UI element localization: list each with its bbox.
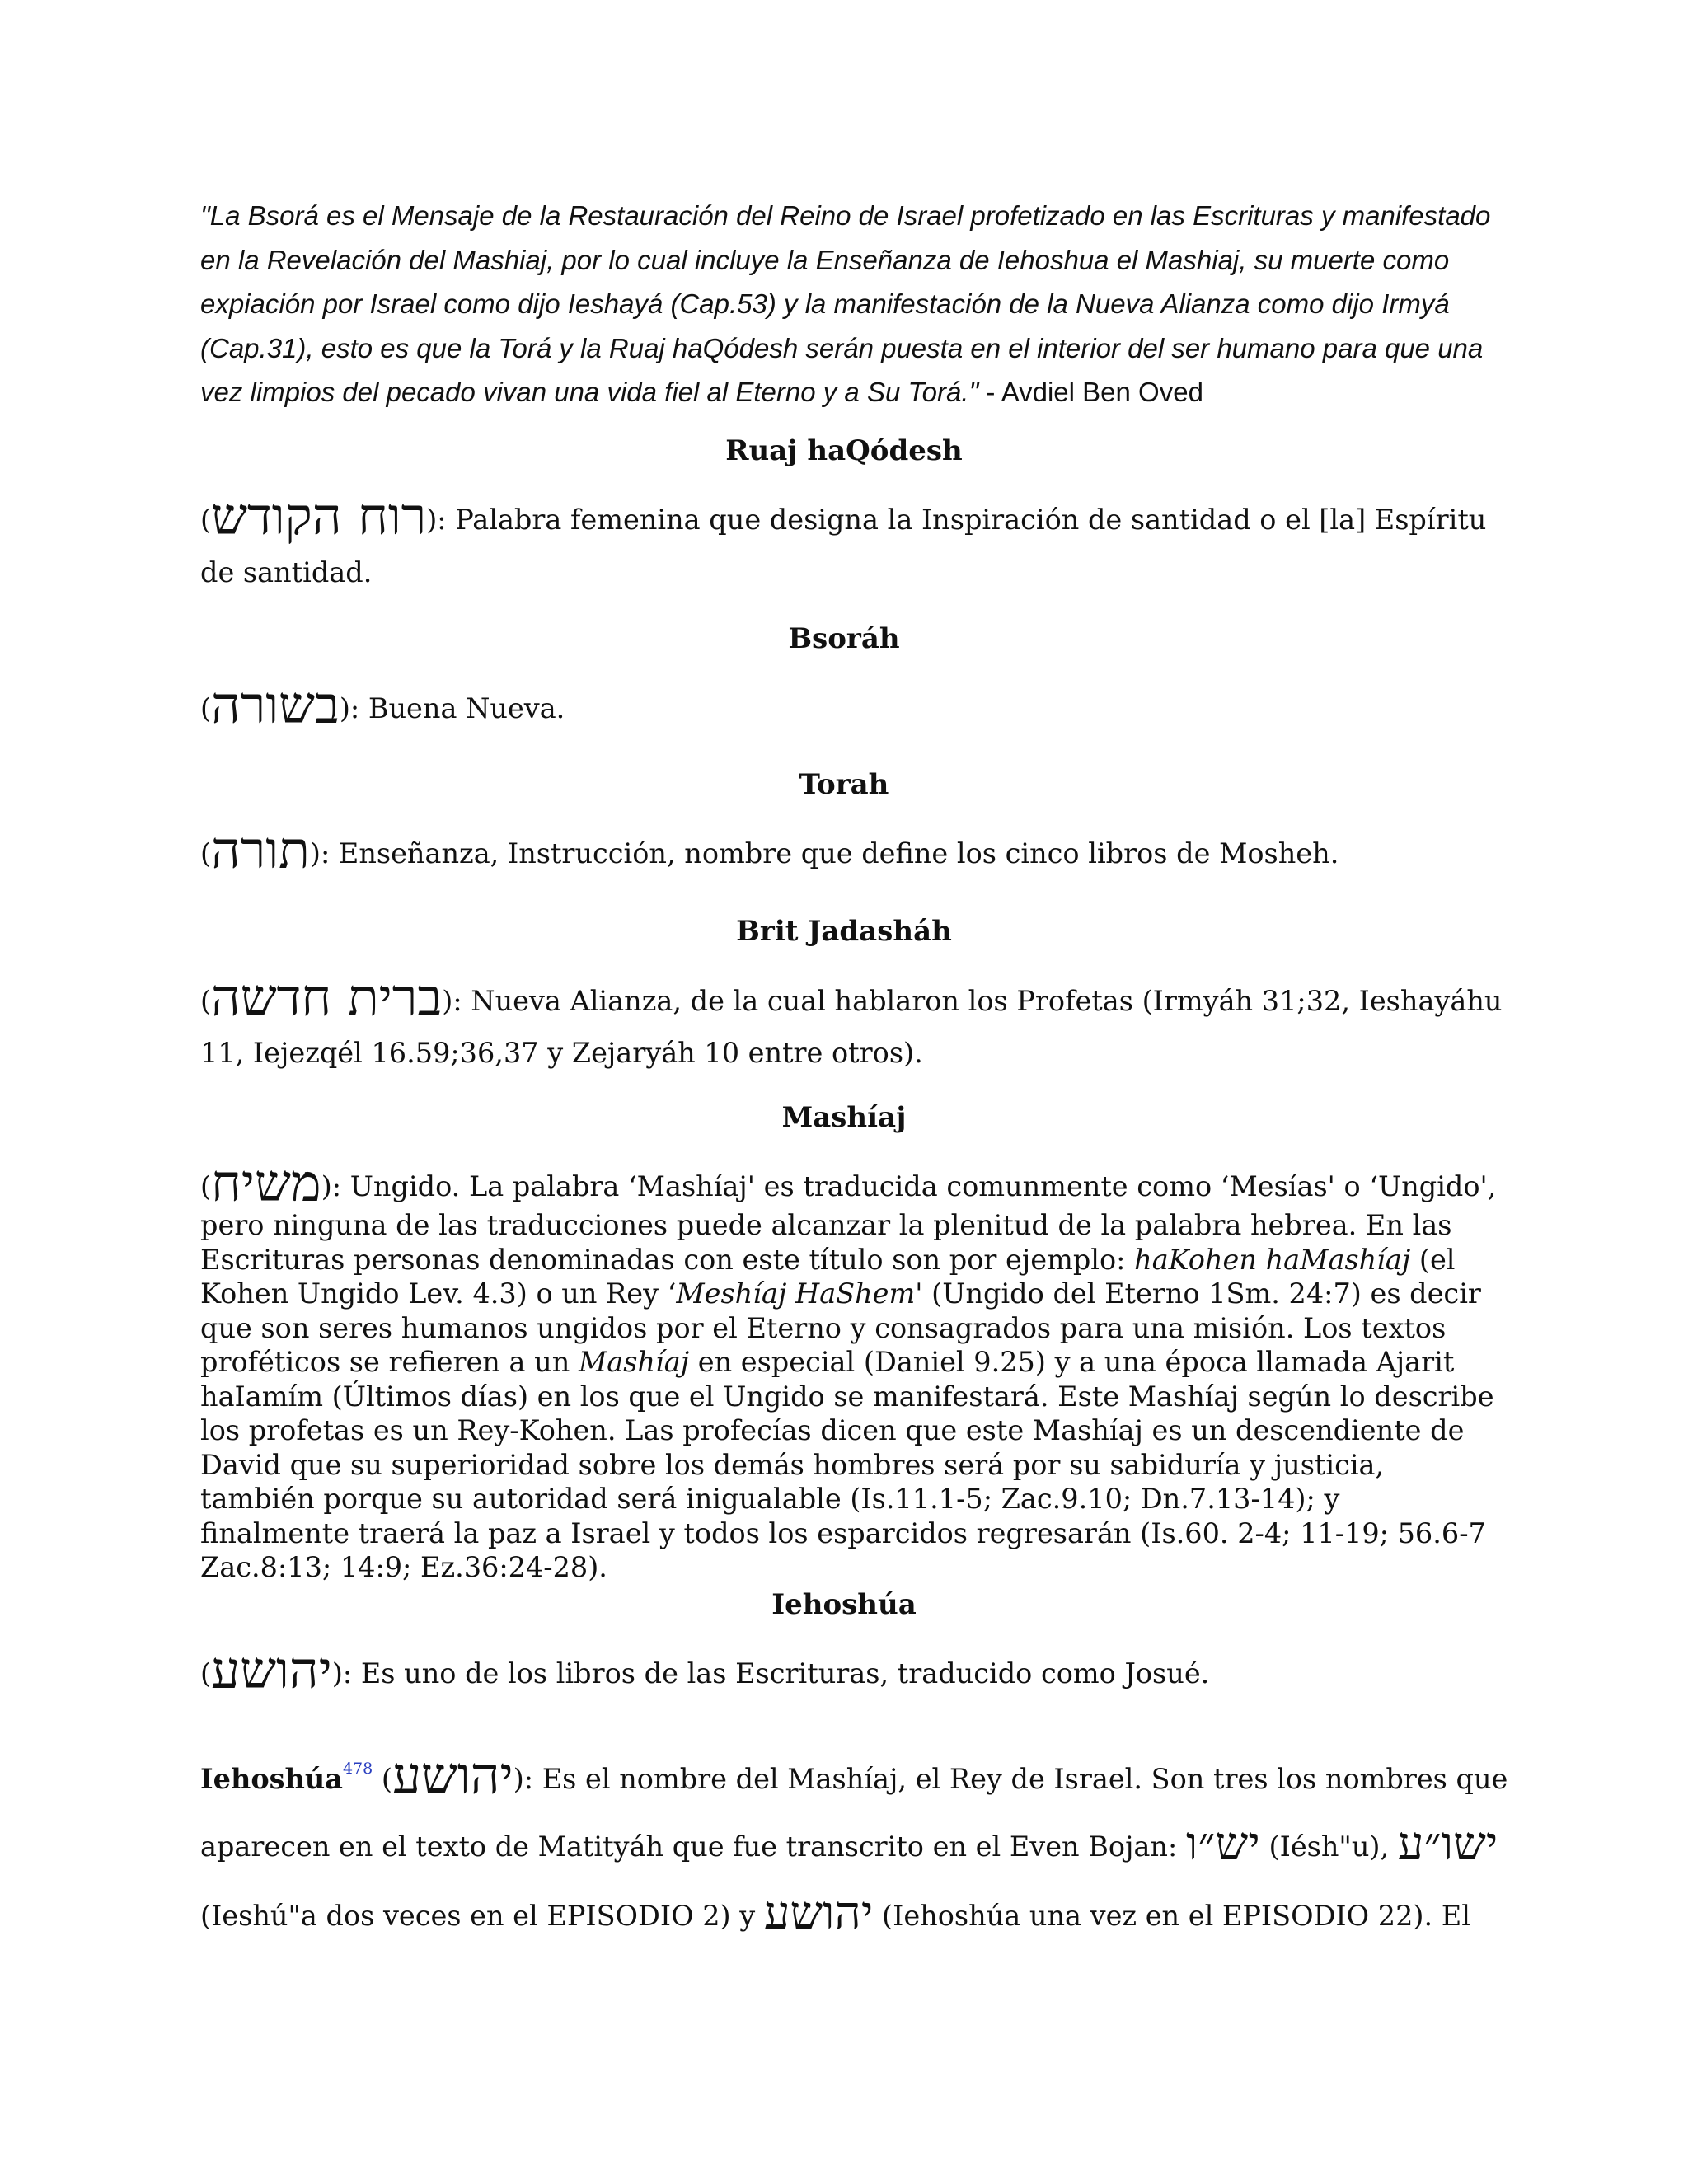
hebrew-yeshu: יש״ו (1185, 1817, 1260, 1871)
final-entry-line1: Iehoshúa$^{478}$ (יהושע): Es el nombre del Mashíaj, el Rey de Israel. Son tres los nombres que (200, 1746, 1508, 1806)
mashiaj-paragraph: pero ninguna de las traducciones puede alcanzar la plenitud de la palabra hebrea. En las Escrituras personas denominadas con este título son por ejemplo: haKohen haMashíaj (el Kohen Ungido Lev. 4.3) o un Rey ‘Meshíaj HaShem' (Ungido del Eterno 1Sm. 24:7) es decir que son seres humanos ungidos por el Eterno y consagrados para una misión. Los textos proféticos se refieren a un Mashíaj en especial (Daniel 9.25) y a una época llamada Ajarit haIamím (Últimos días) en los que el Ungido se manifestará. Este Mashíaj según lo describe los profetas es un Rey-Kohen. Las profecías dicen que este Mashíaj es un descendiente de David que su superioridad sobre los demás hombres será por su sabiduría y justicia, también porque su autoridad será inigualable (Is.11.1-5; Zac.9.10; Dn.7.13-14); y finalmente traerá la paz a Israel y todos los esparcidos regresarán (Is.60. 2-4; 11-19; 56.6-7 Zac.8:13; 14:9; Ez.36:24-28). (200, 1209, 1494, 1583)
entry-torah-line1: (תורה): Enseñanza, Instrucción, nombre que define los cinco libros de Mosheh. (200, 820, 1339, 880)
term-heading-iehoshua: Iehoshúa (771, 1588, 917, 1621)
footnote-ref[interactable]: 478 (342, 1760, 373, 1778)
entry-iehoshua-line1: (יהושע): Es uno de los libros de las Escrituras, traducido como Josué. (200, 1640, 1210, 1700)
final-entry-line3: (Ieshú"a dos veces en el EPISODIO 2) y יהושע (Iehoshúa una vez en el EPISODIO 22). El (200, 1886, 1470, 1940)
hebrew-yehoshua: יהושע (763, 1886, 874, 1940)
entry-brit-line1: (ברית חדשה): Nueva Alianza, de la cual hablaron los Profetas (Irmyáh 31;32, Ieshayáhu (200, 968, 1503, 1028)
hebrew-iehoshua: יהושע (211, 1640, 332, 1700)
hebrew-iehoshua-final: יהושע (392, 1746, 513, 1806)
hebrew-brit: ברית חדשה (211, 968, 443, 1028)
hebrew-ruaj: רוח הקודש (211, 486, 427, 546)
entry-mashiaj-line1: (משיח): Ungido. La palabra ‘Mashíaj' es traducida comunmente como ‘Mesías' o ‘Ungido', (200, 1153, 1497, 1213)
entry-ruaj-line2: de santidad. (200, 556, 373, 588)
term-heading-bsorah: Bsoráh (788, 622, 900, 655)
hebrew-yeshua: ישו״ע (1397, 1817, 1498, 1871)
term-heading-torah: Torah (799, 768, 889, 801)
hebrew-bsorah: בשורה (211, 675, 340, 735)
term-heading-mashiaj: Mashíaj (781, 1101, 907, 1134)
epigraph-quote (200, 194, 1503, 415)
final-term: Iehoshúa (200, 1763, 343, 1795)
entry-bsorah-line1: (בשורה): Buena Nueva. (200, 675, 565, 735)
final-entry-line2: aparecen en el texto de Matityáh que fue transcrito en el Even Bojan: יש״ו (Iésh"u), ישו״ע (200, 1817, 1498, 1871)
hebrew-torah: תורה (211, 820, 310, 880)
quote-text: "La Bsorá es el Mensaje de la Restauración del Reino de Israel profetizado en las Escrituras y manifestado en la Revelación del Mashiaj, por lo cual incluye la Enseñanza de Iehoshua el Mashiaj, su muerte como expiación por Israel como dijo Ieshayá (Cap.53) y la manifestación de la Nueva Alianza como dijo Irmyá (Cap.31), esto es que la Torá y la Ruaj haQódesh serán puesta en el interior del ser humano para que una vez limpios del pecado vivan una vida fiel al Eterno y a Su Torá." (200, 200, 1491, 407)
hebrew-mashiaj: משיח (211, 1153, 321, 1213)
entry-brit-line2: 11, Iejezqél 16.59;36,37 y Zejaryáh 10 entre otros). (200, 1037, 923, 1069)
term-heading-ruaj: Ruaj haQódesh (725, 434, 963, 467)
term-heading-brit: Brit Jadasháh (736, 915, 952, 948)
entry-ruaj-line1: (רוח הקודש): Palabra femenina que designa la Inspiración de santidad o el [la] Espíritu (200, 486, 1487, 546)
quote-attribution: - Avdiel Ben Oved (978, 377, 1203, 407)
